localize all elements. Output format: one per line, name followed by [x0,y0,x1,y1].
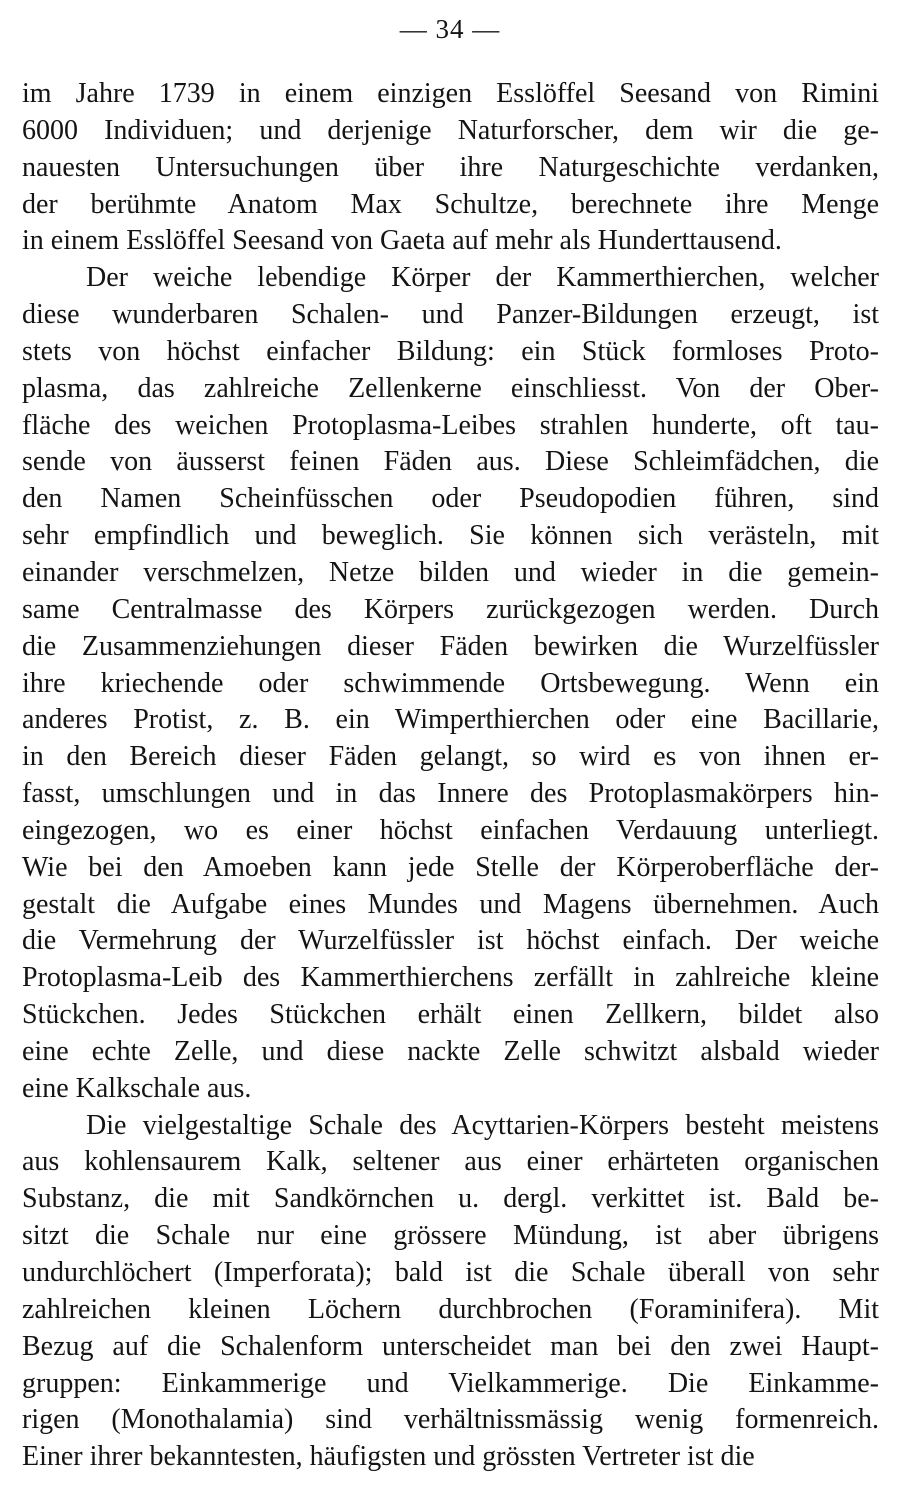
text-line: nauesten Untersuchungen über ihre Naturgeschichte verdanken, [22,151,879,183]
text-line: in den Bereich dieser Fäden gelangt, so wird es von ihnen er- [22,741,879,773]
text-line: Bezug auf die Schalenform unterscheidet man bei den zwei Haupt- [22,1330,879,1362]
text-line: eingezogen, wo es einer höchst einfachen Verdauung unterliegt. [22,814,879,846]
text-line: die Vermehrung der Wurzelfüssler ist höchst einfach. Der weiche [22,925,879,957]
text-line: stets von höchst einfacher Bildung: ein Stück formloses Proto- [22,335,879,367]
text-line: 6000 Individuen; und derjenige Naturforscher, dem wir die ge- [22,114,879,146]
text-line: Substanz, die mit Sandkörnchen u. dergl. verkittet ist. Bald be- [22,1183,879,1215]
text-line: zahlreichen kleinen Löchern durchbrochen (Foraminifera). Mit [22,1293,879,1325]
text-line: undurchlöchert (Imperforata); bald ist die Schale überall von sehr [22,1257,879,1288]
text-line: die Zusammenziehungen dieser Fäden bewirken die Wurzelfüssler [22,630,879,662]
text-line: sehr empfindlich und beweglich. Sie können sich verästeln, mit [22,520,879,552]
text-line: im Jahre 1739 in einem einzigen Esslöffel Seesand von Rimini [22,78,879,109]
text-line: eine echte Zelle, und diese nackte Zelle schwitzt alsbald wieder [22,1035,879,1067]
text-line: anderes Protist, z. B. ein Wimperthierchen oder eine Bacillarie, [22,704,879,736]
paragraph [22,1108,879,1476]
text-line: aus kohlensaurem Kalk, seltener aus einer erhärteten organischen [22,1146,879,1178]
text-line: fläche des weichen Protoplasma-Leibes strahlen hunderte, oft tau- [22,409,879,441]
text-line: Der weiche lebendige Körper der Kammerthierchen, welcher [86,262,879,294]
paragraph [22,76,879,260]
text-line: Einer ihrer bekanntesten, häufigsten und grössten Vertreter ist die [22,1441,755,1473]
text-line: einander verschmelzen, Netze bilden und wieder in die gemein- [22,556,879,588]
text-line: ihre kriechende oder schwimmende Ortsbewegung. Wenn ein [22,667,879,699]
text-line: der berühmte Anatom Max Schultze, berechnete ihre Menge [22,188,879,220]
text-line: Die vielgestaltige Schale des Acyttarien-Körpers besteht meistens [86,1109,879,1141]
body-text [22,76,879,1476]
text-line: sitzt die Schale nur eine grössere Mündung, ist aber übrigens [22,1220,879,1252]
text-line: gestalt die Aufgabe eines Mundes und Magens übernehmen. Auch [22,888,879,920]
text-line: fasst, umschlungen und in das Innere des Protoplasmakörpers hin- [22,778,879,810]
text-line: in einem Esslöffel Seesand von Gaeta auf mehr als Hunderttausend. [22,225,782,257]
text-line: plasma, das zahlreiche Zellenkerne einschliesst. Von der Ober- [22,372,879,404]
text-line: den Namen Scheinfüsschen oder Pseudopodien führen, sind [22,483,879,515]
text-line: Protoplasma-Leib des Kammerthierchens zerfällt in zahlreiche kleine [22,962,879,994]
text-line: gruppen: Einkammerige und Vielkammerige. Die Einkamme- [22,1367,879,1399]
text-line: same Centralmasse des Körpers zurückgezogen werden. Durch [22,593,879,625]
text-line: Wie bei den Amoeben kann jede Stelle der Körperoberfläche der- [22,851,879,883]
text-line: rigen (Monothalamia) sind verhältnissmässig wenig formenreich. [22,1404,879,1436]
text-line: sende von äusserst feinen Fäden aus. Diese Schleimfädchen, die [22,446,879,478]
page-number: — 34 — [399,14,501,44]
text-line: eine Kalkschale aus. [22,1072,252,1104]
text-line: Stückchen. Jedes Stückchen erhält einen Zellkern, bildet also [22,999,879,1031]
paragraph [22,260,879,1107]
text-line: diese wunderbaren Schalen- und Panzer-Bildungen erzeugt, ist [22,299,879,331]
